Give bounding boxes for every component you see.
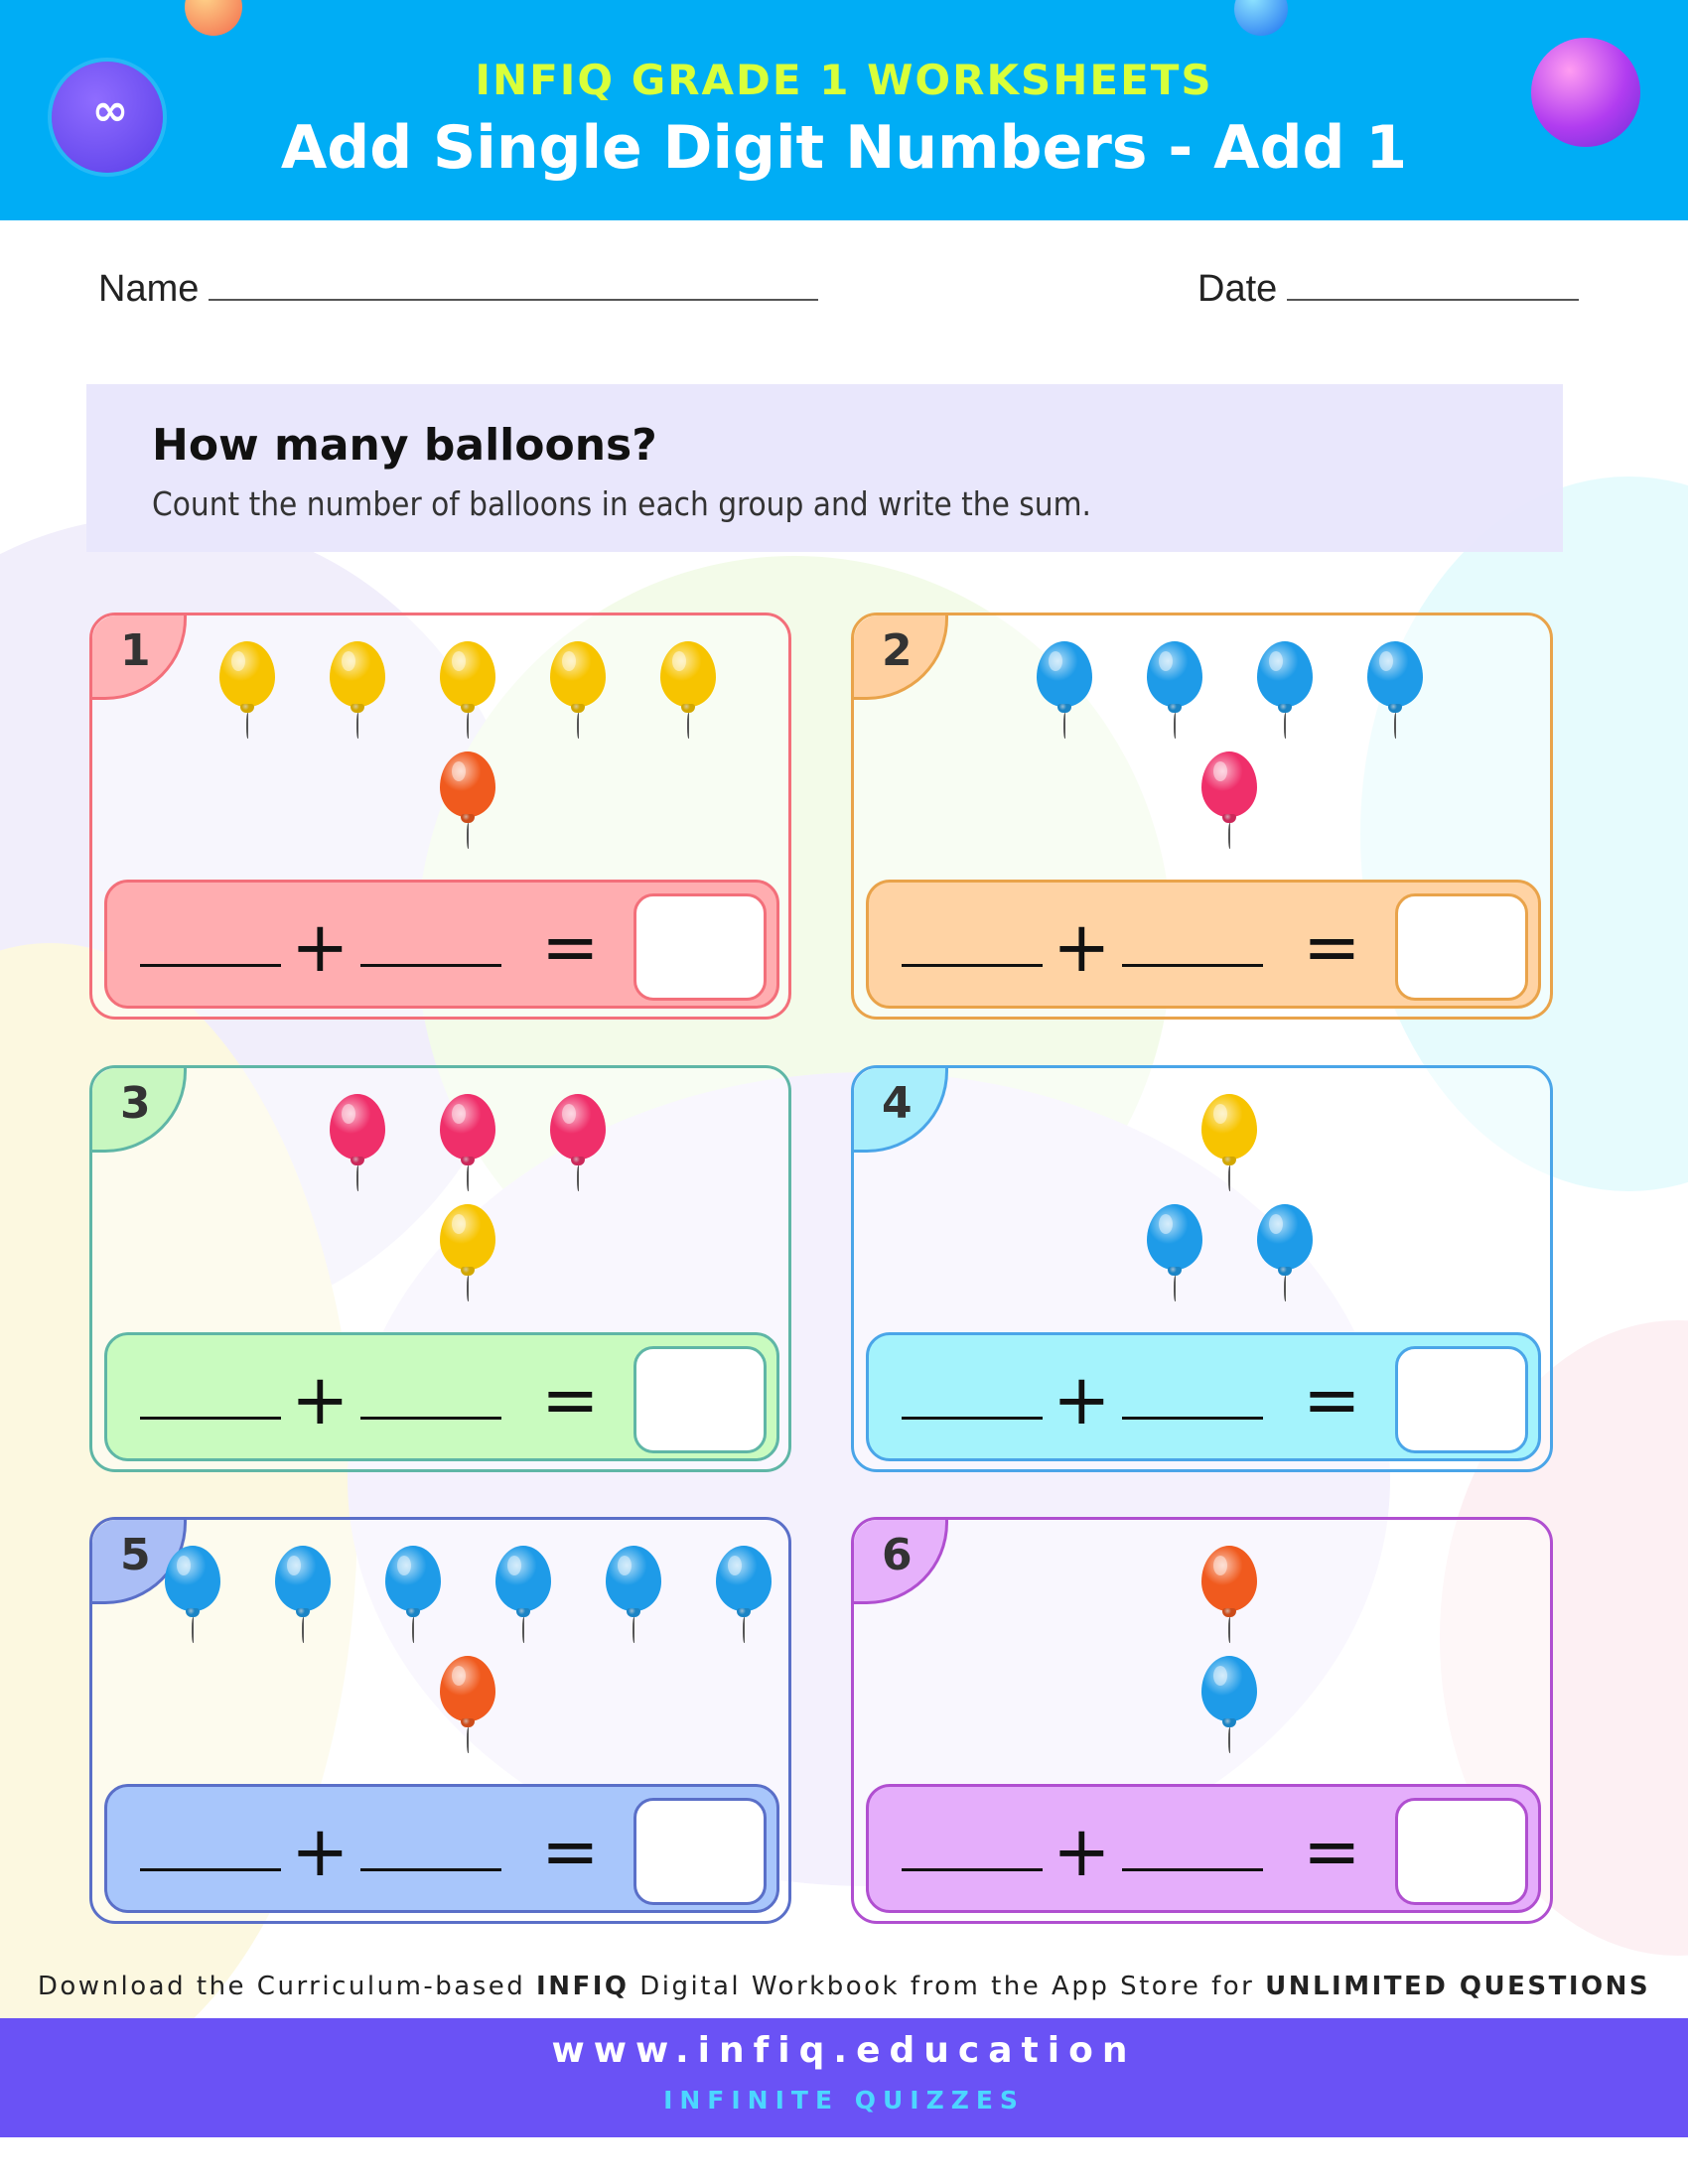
- plus-sign: +: [1053, 906, 1111, 988]
- equation-bar: [104, 1332, 779, 1461]
- equation-bar: [866, 880, 1541, 1009]
- second-addend-blank[interactable]: [1122, 964, 1263, 967]
- date-line[interactable]: [1287, 299, 1579, 301]
- second-addend-blank[interactable]: [1122, 1417, 1263, 1420]
- balloon-string: [577, 713, 581, 739]
- balloon-string: [687, 713, 691, 739]
- balloon-string: [467, 1165, 471, 1191]
- instructions-panel: [86, 384, 1563, 552]
- balloon-string: [356, 713, 360, 739]
- balloon-blue-bottom-group: [1147, 1204, 1202, 1270]
- download-note: [0, 1972, 1688, 2001]
- problem-card-6: [851, 1517, 1553, 1924]
- problem-number: 4: [882, 1078, 913, 1129]
- balloon-blue-top-group: [275, 1546, 331, 1611]
- balloon-string: [412, 1617, 416, 1643]
- decorative-orb-middle: [1234, 0, 1288, 36]
- name-label: Name: [98, 268, 200, 310]
- equation-bar: [866, 1332, 1541, 1461]
- balloon-blue-top-group: [495, 1546, 551, 1611]
- equals-sign: =: [1303, 1811, 1361, 1892]
- problem-number: 3: [120, 1078, 151, 1129]
- balloon-string: [1284, 713, 1288, 739]
- equals-sign: =: [1303, 906, 1361, 988]
- second-addend-blank[interactable]: [360, 1868, 501, 1871]
- problem-number: 6: [882, 1530, 913, 1580]
- balloon-string: [743, 1617, 747, 1643]
- problem-number-tab: [92, 615, 187, 700]
- balloon-string: [577, 1165, 581, 1191]
- equals-sign: =: [541, 1359, 600, 1440]
- question-title: How many balloons?: [152, 420, 657, 471]
- balloon-string: [1228, 823, 1232, 849]
- balloon-blue-top-group: [1257, 641, 1313, 707]
- website-link[interactable]: www.infiq.education: [551, 2030, 1137, 2071]
- plus-sign: +: [1053, 1811, 1111, 1892]
- balloon-yellow-top-group: [219, 641, 275, 707]
- balloon-blue-top-group: [385, 1546, 441, 1611]
- balloon-blue-top-group: [1037, 641, 1092, 707]
- balloon-orange-bottom-group: [440, 1656, 495, 1721]
- balloon-yellow-top-group: [440, 641, 495, 707]
- problem-number-tab: [854, 1520, 948, 1604]
- answer-box[interactable]: [1395, 1346, 1528, 1453]
- first-addend-blank[interactable]: [902, 1417, 1043, 1420]
- balloon-yellow-top-group: [660, 641, 716, 707]
- problem-card-3: [89, 1065, 791, 1472]
- footer-tagline: INFINITE QUIZZES: [663, 2086, 1025, 2115]
- download-note-pre: Download the Curriculum-based: [37, 1972, 537, 2001]
- balloon-string: [192, 1617, 196, 1643]
- balloon-yellow-top-group: [1201, 1094, 1257, 1160]
- plus-sign: +: [291, 1811, 350, 1892]
- series-title: INFIQ GRADE 1 WORKSHEETS: [475, 56, 1213, 104]
- download-note-brand: INFIQ: [536, 1972, 630, 2001]
- balloon-yellow-top-group: [330, 641, 385, 707]
- equals-sign: =: [1303, 1359, 1361, 1440]
- problem-number: 1: [120, 625, 151, 676]
- balloon-blue-bottom-group: [1257, 1204, 1313, 1270]
- balloon-string: [1174, 1276, 1178, 1301]
- second-addend-blank[interactable]: [360, 964, 501, 967]
- balloon-string: [1228, 1727, 1232, 1753]
- problem-number-tab: [854, 615, 948, 700]
- problem-card-2: [851, 613, 1553, 1020]
- balloon-pink-top-group: [330, 1094, 385, 1160]
- problem-card-4: [851, 1065, 1553, 1472]
- answer-box[interactable]: [633, 1798, 767, 1905]
- second-addend-blank[interactable]: [1122, 1868, 1263, 1871]
- first-addend-blank[interactable]: [140, 1868, 281, 1871]
- balloon-yellow-bottom-group: [440, 1204, 495, 1270]
- balloon-string: [467, 1276, 471, 1301]
- first-addend-blank[interactable]: [902, 1868, 1043, 1871]
- balloon-string: [522, 1617, 526, 1643]
- balloon-blue-bottom-group: [1201, 1656, 1257, 1721]
- download-note-cta: UNLIMITED QUESTIONS: [1265, 1972, 1651, 2001]
- equation-bar: [104, 1784, 779, 1913]
- problem-number: 5: [120, 1530, 151, 1580]
- problem-card-1: [89, 613, 791, 1020]
- footer-banner: [0, 2018, 1688, 2137]
- balloon-pink-top-group: [550, 1094, 606, 1160]
- logo-text: ∞: [91, 85, 123, 136]
- balloon-string: [1394, 713, 1398, 739]
- answer-box[interactable]: [1395, 893, 1528, 1001]
- plus-sign: +: [291, 1359, 350, 1440]
- answer-box[interactable]: [633, 1346, 767, 1453]
- problem-number-tab: [854, 1068, 948, 1153]
- balloon-string: [302, 1617, 306, 1643]
- balloon-string: [1228, 1617, 1232, 1643]
- first-addend-blank[interactable]: [140, 1417, 281, 1420]
- balloon-blue-top-group: [606, 1546, 661, 1611]
- download-note-mid: Digital Workbook from the App Store for: [629, 1972, 1266, 2001]
- balloon-string: [1228, 1165, 1232, 1191]
- second-addend-blank[interactable]: [360, 1417, 501, 1420]
- question-subtitle: Count the number of balloons in each group and write the sum.: [152, 484, 1091, 523]
- equals-sign: =: [541, 906, 600, 988]
- balloon-orange-bottom-group: [440, 751, 495, 817]
- balloon-orange-top-group: [1201, 1546, 1257, 1611]
- balloon-string: [467, 1727, 471, 1753]
- balloon-string: [246, 713, 250, 739]
- equation-bar: [104, 880, 779, 1009]
- plus-sign: +: [1053, 1359, 1111, 1440]
- balloon-blue-top-group: [1147, 641, 1202, 707]
- plus-sign: +: [291, 906, 350, 988]
- equals-sign: =: [541, 1811, 600, 1892]
- balloon-string: [1063, 713, 1067, 739]
- balloon-string: [1284, 1276, 1288, 1301]
- balloon-blue-top-group: [165, 1546, 220, 1611]
- worksheet-title: Add Single Digit Numbers - Add 1: [280, 113, 1408, 183]
- answer-box[interactable]: [1395, 1798, 1528, 1905]
- balloon-string: [467, 823, 471, 849]
- date-label: Date: [1197, 268, 1278, 310]
- balloon-string: [1174, 713, 1178, 739]
- problem-number-tab: [92, 1068, 187, 1153]
- balloon-string: [633, 1617, 636, 1643]
- decorative-orb-left: [185, 0, 242, 36]
- problem-card-5: [89, 1517, 791, 1924]
- equation-bar: [866, 1784, 1541, 1913]
- header-banner: [0, 0, 1688, 220]
- problem-number: 2: [882, 625, 913, 676]
- answer-box[interactable]: [633, 893, 767, 1001]
- first-addend-blank[interactable]: [902, 964, 1043, 967]
- balloon-blue-top-group: [1367, 641, 1423, 707]
- balloon-pink-bottom-group: [1201, 751, 1257, 817]
- name-line[interactable]: [209, 299, 818, 301]
- balloon-pink-top-group: [440, 1094, 495, 1160]
- balloon-string: [467, 713, 471, 739]
- first-addend-blank[interactable]: [140, 964, 281, 967]
- balloon-blue-top-group: [716, 1546, 772, 1611]
- balloon-yellow-top-group: [550, 641, 606, 707]
- balloon-string: [356, 1165, 360, 1191]
